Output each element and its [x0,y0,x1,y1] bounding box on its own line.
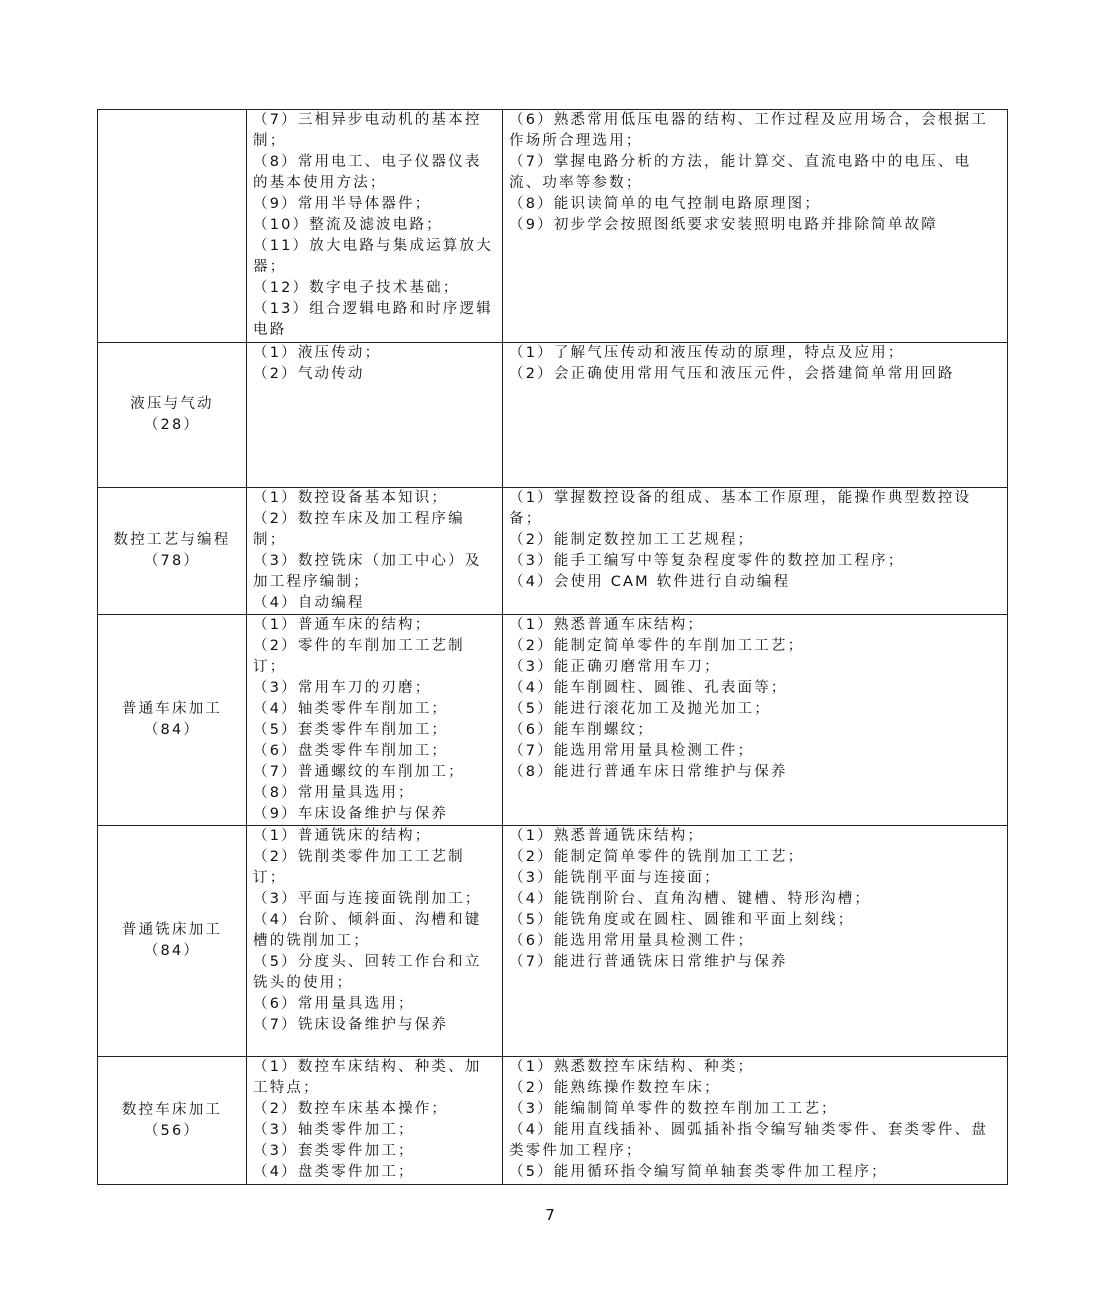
content-item: （3）套类零件加工； [253,1143,415,1159]
requirement-item: （9）初步学会按照图纸要求安装照明电路并排除简单故障 [509,217,938,233]
requirement-item: （1）了解气压传动和液压传动的原理，特点及应用； [509,345,905,361]
page-number: 7 [545,1206,555,1224]
course-hours: （56） [143,1122,201,1139]
content-item: （5）分度头、回转工作台和立铣头的使用； [253,954,482,991]
requirement-item: （7）能选用常用量具检测工件； [509,743,755,759]
requirement-item: （2）会正确使用常用气压和液压元件，会搭建简单常用回路 [509,366,955,382]
content-item: （9）车床设备维护与保养 [253,806,449,822]
requirement-item: （3）能铣削平面与连接面； [509,870,721,886]
requirement-item: （6）能选用常用量具检测工件； [509,933,755,949]
requirement-item: （6）能车削螺纹； [509,722,655,738]
content-item: （3）数控铣床（加工中心）及加工程序编制； [253,553,482,590]
course-name: 数控车床加工 [121,1101,223,1118]
content-cell [247,110,503,343]
requirement-item: （1）掌握数控设备的组成、基本工作原理，能操作典型数控设备； [509,490,972,527]
requirement-item: （2）能制定简单零件的车削加工工艺； [509,638,805,654]
course-name: 普通车床加工 [121,701,223,717]
content-item: （2）零件的车削加工工艺制订； [253,638,465,675]
requirement-item: （7）掌握电路分析的方法，能计算交、直流电路中的电压、电流、功率等参数； [509,154,972,191]
content-item: （2）数控车床基本操作； [253,1101,449,1117]
content-item: （13）组合逻辑电路和时序逻辑电路 [253,301,493,338]
requirement-item: （6）熟悉常用低压电器的结构、工作过程及应用场合，会根据工作场所合理选用； [509,112,989,149]
course-cell [98,488,247,615]
content-item: （11）放大电路与集成运算放大器； [253,238,493,275]
requirement-item: （5）能进行滚花加工及抛光加工； [509,701,771,717]
content-cell [247,1057,503,1185]
requirement-item: （8）能识读简单的电气控制电路原理图； [509,196,822,212]
table-row [98,488,1008,615]
content-item: （2）气动传动 [253,366,365,382]
content-item: （5）套类零件车削加工； [253,722,449,738]
content-item: （3）常用车刀的刃磨； [253,680,432,696]
content-cell [247,488,503,615]
requirement-item: （7）能进行普通铣床日常维护与保养 [509,954,788,970]
requirement-cell [503,826,1008,1057]
course-cell [98,1057,247,1185]
course-cell [98,343,247,488]
content-item: （10）整流及滤波电路； [253,217,443,233]
requirement-item: （4）能铣削阶台、直角沟槽、键槽、特形沟槽； [509,891,872,907]
content-item: （4）台阶、倾斜面、沟槽和键槽的铣削加工； [253,912,482,949]
content-item: （7）普通螺纹的车削加工； [253,764,465,780]
content-item: （7）铣床设备维护与保养 [253,1017,449,1033]
course-hours: （84） [143,722,201,738]
table-row [98,615,1008,826]
course-hours: （28） [143,417,201,433]
course-name: 液压与气动 [130,396,214,412]
content-cell [247,343,503,488]
requirement-item: （3）能正确刃磨常用车刀； [509,659,721,675]
content-cell [247,615,503,826]
requirement-cell [503,488,1008,615]
requirement-item: （8）能进行普通车床日常维护与保养 [509,764,788,780]
requirement-item: （3）能编制简单零件的数控车削加工工艺； [509,1101,838,1117]
content-item: （6）常用量具选用； [253,996,415,1012]
requirement-cell [503,110,1008,343]
requirement-item: （4）能用直线插补、圆弧插补指令编写轴类零件、套类零件、盘类零件加工程序； [509,1122,989,1159]
content-item: （4）自动编程 [253,595,365,611]
requirement-item: （4）会使用 CAM 软件进行自动编程 [509,574,791,590]
content-item: （9）常用半导体器件； [253,196,432,212]
content-cell [247,826,503,1057]
requirement-item: （2）能制定简单零件的铣削加工工艺； [509,849,805,865]
requirement-cell [503,1057,1008,1185]
content-item: （4）盘类零件加工； [253,1164,415,1180]
requirement-item: （1）熟悉普通车床结构； [509,617,705,633]
requirement-item: （5）能用循环指令编写简单轴套类零件加工程序； [509,1164,888,1180]
content-item: （4）轴类零件车削加工； [253,701,449,717]
curriculum-table [97,109,1008,1185]
content-item: （2）铣削类零件加工工艺制订； [253,849,465,886]
requirement-item: （1）熟悉普通铣床结构； [509,828,705,844]
content-item: （12）数字电子技术基础； [253,280,460,296]
table-row [98,343,1008,488]
course-cell [98,110,247,343]
requirement-item: （3）能手工编写中等复杂程度零件的数控加工程序； [509,553,905,569]
course-cell [98,826,247,1057]
content-item: （1）普通铣床的结构； [253,828,432,844]
content-item: （1）数控车床结构、种类、加工特点； [253,1059,482,1096]
course-name: 普通铣床加工 [121,922,223,938]
table-row [98,1057,1008,1185]
requirement-item: （2）能熟练操作数控车床； [509,1080,721,1096]
table-row [98,826,1008,1057]
content-item: （2）数控车床及加工程序编制； [253,511,465,548]
content-item: （3）轴类零件加工； [253,1122,415,1138]
requirement-item: （5）能铣角度或在圆柱、圆锥和平面上刻线； [509,912,855,928]
requirement-item: （1）熟悉数控车床结构、种类； [509,1059,755,1075]
course-name: 数控工艺与编程（78） [113,532,231,569]
requirement-cell [503,615,1008,826]
content-item: （6）盘类零件车削加工； [253,743,449,759]
requirement-cell [503,343,1008,488]
course-hours: （84） [143,943,201,959]
table-row [98,110,1008,343]
table-body [98,110,1008,1185]
content-item: （1）数控设备基本知识； [253,490,449,506]
content-item: （8）常用电工、电子仪器仪表的基本使用方法； [253,154,482,191]
requirement-item: （2）能制定数控加工工艺规程； [509,532,755,548]
content-item: （7）三相异步电动机的基本控制； [253,112,482,149]
content-item: （8）常用量具选用； [253,785,415,801]
requirement-item: （4）能车削圆柱、圆锥、孔表面等； [509,680,788,696]
content-item: （1）普通车床的结构； [253,617,432,633]
course-cell [98,615,247,826]
content-item: （3）平面与连接面铣削加工； [253,891,482,907]
content-item: （1）液压传动； [253,345,382,361]
